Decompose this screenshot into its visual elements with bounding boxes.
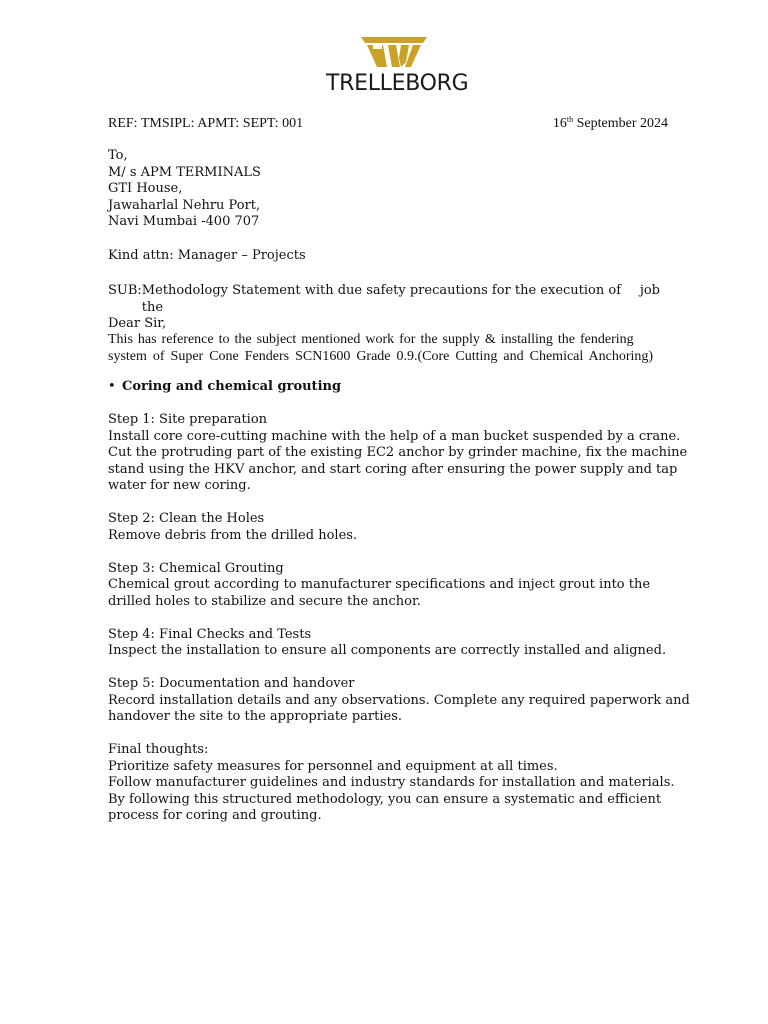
salutation: Dear Sir, — [108, 316, 167, 331]
step-line: Remove debris from the drilled holes. — [108, 527, 358, 543]
final-thoughts-line: Follow manufacturer guidelines and industry standards for installation and materials. — [108, 775, 675, 790]
methodology-steps — [108, 412, 690, 825]
reference-number: REF: TMSIPL: APMT: SEPT: 001 — [108, 116, 304, 131]
step-title: Step 1: Site preparation — [108, 412, 268, 427]
step-title: Step 2: Clean the Holes — [108, 511, 265, 526]
final-thoughts-line: By following this structured methodology, you can ensure a systematic and efficient — [108, 791, 662, 807]
subject-block — [108, 283, 660, 333]
subject-label: SUB: — [108, 283, 142, 298]
step-line: Cut the protruding part of the existing EC2 anchor by grinder machine, fix the machine — [108, 445, 688, 460]
final-thoughts — [108, 742, 675, 825]
trelleborg-logo — [326, 36, 469, 96]
step-block — [108, 511, 668, 544]
final-thoughts-line: process for coring and grouting. — [108, 808, 322, 823]
step-title: Step 4: Final Checks and Tests — [108, 626, 312, 642]
address-line: To, — [108, 148, 128, 163]
subject-text: Methodology Statement with due safety precautions for the execution of the — [141, 283, 622, 315]
step-line: water for new coring. — [108, 478, 251, 493]
subject-tail: job — [639, 283, 660, 298]
reference-row — [108, 116, 668, 134]
step-line: Chemical grout according to manufacturer specifications and inject grout into the — [108, 577, 651, 592]
step-title: Step 5: Documentation and handover — [108, 676, 355, 691]
step-line: Record installation details and any observations. Complete any required paperwork and — [108, 692, 690, 708]
step-block — [108, 412, 688, 495]
section-heading — [108, 378, 341, 395]
attention-line — [108, 248, 668, 265]
reference-paragraph — [108, 332, 668, 365]
final-thoughts-line: Prioritize safety measures for personnel and equipment at all times. — [108, 758, 558, 774]
address-line: Navi Mumbai -400 707 — [108, 214, 260, 229]
step-line: stand using the HKV anchor, and start coring after ensuring the power supply and tap — [108, 461, 678, 477]
step-block — [108, 676, 690, 726]
address-line: GTI House, — [108, 181, 183, 196]
step-block — [108, 627, 668, 660]
trelleborg-emblem-icon — [359, 36, 429, 70]
step-block — [108, 561, 668, 611]
letter-date: 16th September 2024 — [552, 115, 668, 131]
step-line: drilled holes to stabilize and secure the anchor. — [108, 593, 421, 609]
step-line: handover the site to the appropriate parties. — [108, 709, 403, 724]
step-line: Inspect the installation to ensure all components are correctly installed and aligned. — [108, 643, 667, 658]
logo-wordmark: TRELLEBORG — [326, 71, 469, 96]
paragraph-line: This has reference to the subject mentioned work for the supply & installing the fendering — [108, 332, 634, 347]
section-heading-text: Coring and chemical grouting — [122, 379, 342, 394]
step-title: Step 3: Chemical Grouting — [108, 560, 284, 576]
address-line: Jawaharlal Nehru Port, — [108, 197, 261, 213]
address-line: M/ s APM TERMINALS — [108, 164, 261, 180]
bullet-icon: • — [108, 379, 116, 394]
step-line: Install core core-cutting machine with the help of a man bucket suspended by a crane. — [108, 428, 681, 444]
paragraph-line: system of Super Cone Fenders SCN1600 Grade 0.9.(Core Cutting and Chemical Anchoring) — [108, 348, 654, 364]
recipient-address — [108, 148, 668, 231]
attention-text: Kind attn: Manager – Projects — [108, 248, 306, 263]
final-thoughts-title: Final thoughts: — [108, 742, 209, 757]
